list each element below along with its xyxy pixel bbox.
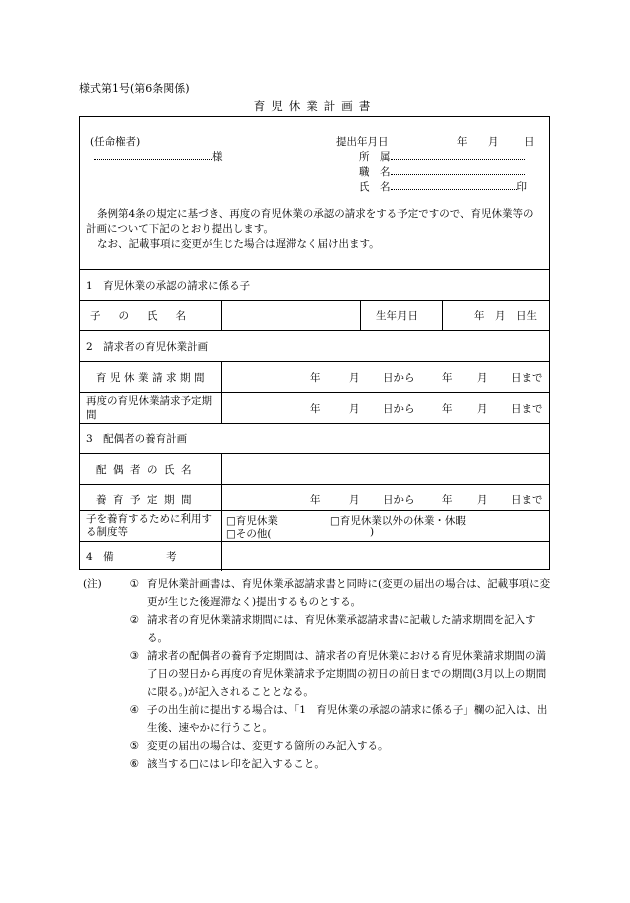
re-period-to-year: 年 [442, 403, 453, 415]
note-marker: ⑥ [129, 758, 139, 770]
care-to-month: 月 [477, 494, 488, 506]
leave-period-label: 育児休業請求期間 [96, 372, 208, 384]
childcare-system-label: 子を養育するために利用する制度等 [86, 513, 212, 538]
statement-paragraph: 条例第4条の規定に基づき、再度の育児休業の承認の請求をする予定ですので、育児休業等の計画について下記のとおり提出します。 [86, 208, 534, 235]
child-name-label: 子の氏名 [90, 310, 204, 322]
other-close-paren: ) [370, 526, 375, 538]
period-to-day: 日まで [511, 372, 543, 384]
note-item [79, 647, 554, 701]
re-period-to-month: 月 [477, 403, 488, 415]
column-divider [221, 361, 222, 423]
addressee-field[interactable] [94, 148, 212, 160]
note-text: 変更の届出の場合は、変更する箇所のみ記入する。 [147, 740, 389, 752]
note-item [79, 701, 554, 737]
checkbox-childcare-leave[interactable]: □育児休業 [226, 515, 278, 527]
note-marker: (注) ① [79, 575, 141, 593]
note-marker: ② [129, 614, 139, 626]
note-text: 該当する□にはレ印を記入すること。 [147, 758, 325, 770]
form-frame [79, 116, 550, 570]
period-to-month: 月 [477, 372, 488, 384]
divider [80, 392, 549, 393]
dob-label: 生年月日 [376, 310, 418, 322]
care-from-month: 月 [349, 494, 360, 506]
care-to-year: 年 [442, 494, 453, 506]
date-year: 年 [457, 136, 468, 148]
care-from-day: 日から [383, 494, 415, 506]
remarks-label: 4 備 考 [86, 551, 177, 563]
date-month: 月 [488, 136, 499, 148]
re-period-from-day: 日から [383, 403, 415, 415]
note-item [79, 575, 554, 611]
divider [80, 423, 549, 424]
note-text: 育児休業計画書は、育児休業承認請求書と同時に(変更の届出の場合は、記載事項に変更が生じた後遅滞なく)提出するものとする。 [147, 578, 551, 608]
divider [80, 269, 549, 270]
divider [80, 510, 549, 511]
note-text: 請求者の育児休業請求期間には、育児休業承認請求書に記載した請求期間を記入する。 [147, 614, 536, 644]
affiliation-label: 所 属 [359, 151, 391, 163]
period-from-month: 月 [349, 372, 360, 384]
position-line[interactable] [359, 163, 525, 179]
re-period-to-day: 日まで [511, 403, 543, 415]
dob-value: 年 月 日生 [474, 310, 537, 322]
submission-date-label: 提出年月日 [336, 136, 389, 148]
notes-prefix: (注) [83, 578, 102, 590]
note-item [79, 755, 554, 773]
appointer-label: (任命権者) [90, 136, 141, 148]
name-label: 氏 名 [359, 181, 391, 193]
section3-heading: 3 配偶者の養育計画 [86, 433, 188, 445]
checkbox-other-leave[interactable]: □育児休業以外の休業・休暇 [330, 515, 466, 527]
care-period-label: 養育予定期間 [96, 494, 198, 506]
note-text: 請求者の配偶者の養育予定期間は、請求者の育児休業における育児休業請求期間の満了日の翌日から再度の育児休業請求予定期間の初日の前日までの期間(3月以上の期間に限る。)が記入されることとなる。 [147, 650, 547, 698]
re-leave-period-label: 再度の育児休業請求予定期間 [86, 395, 212, 421]
name-field[interactable] [391, 178, 517, 190]
divider [80, 484, 549, 485]
position-field[interactable] [391, 163, 525, 175]
section2-heading: 2 請求者の育児休業計画 [86, 341, 209, 353]
note-item [79, 737, 554, 755]
form-code: 様式第1号(第6条関係) [79, 82, 190, 95]
spouse-name-field[interactable] [222, 454, 549, 483]
re-period-from-month: 月 [349, 403, 360, 415]
note-marker: ④ [129, 704, 139, 716]
care-from-year: 年 [310, 494, 321, 506]
note-marker: ③ [129, 650, 139, 662]
care-to-day: 日まで [511, 494, 543, 506]
seal-mark: 印 [516, 181, 527, 193]
period-from-day: 日から [383, 372, 415, 384]
column-divider [442, 300, 443, 331]
divider [80, 361, 549, 362]
position-label: 職 名 [359, 166, 391, 178]
honorific: 様 [212, 151, 223, 163]
date-day: 日 [524, 136, 535, 148]
period-from-year: 年 [310, 372, 321, 384]
remarks-field[interactable] [222, 542, 549, 570]
checkbox-other[interactable]: □その他( [226, 528, 272, 540]
notes-section [79, 575, 554, 773]
note-marker: ⑤ [129, 740, 139, 752]
affiliation-field[interactable] [391, 148, 525, 160]
period-to-year: 年 [442, 372, 453, 384]
document-title: 育児休業計画書 [253, 99, 377, 113]
child-name-field[interactable] [222, 301, 359, 330]
section1-heading: 1 育児休業の承認の請求に係る子 [86, 280, 251, 292]
affiliation-line[interactable] [359, 148, 525, 164]
name-line[interactable] [359, 178, 527, 194]
column-divider [360, 300, 361, 331]
statement-note: なお、記載事項に変更が生じた場合は遅滞なく届け出ます。 [97, 238, 380, 250]
addressee-line[interactable] [94, 148, 223, 164]
re-period-from-year: 年 [310, 403, 321, 415]
note-item [79, 611, 554, 647]
divider [80, 330, 549, 331]
spouse-name-label: 配偶者の氏名 [96, 464, 198, 476]
note-text: 子の出生前に提出する場合は、「1 育児休業の承認の請求に係る子」欄の記入は、出生後、速やかに行うこと。 [147, 704, 548, 734]
